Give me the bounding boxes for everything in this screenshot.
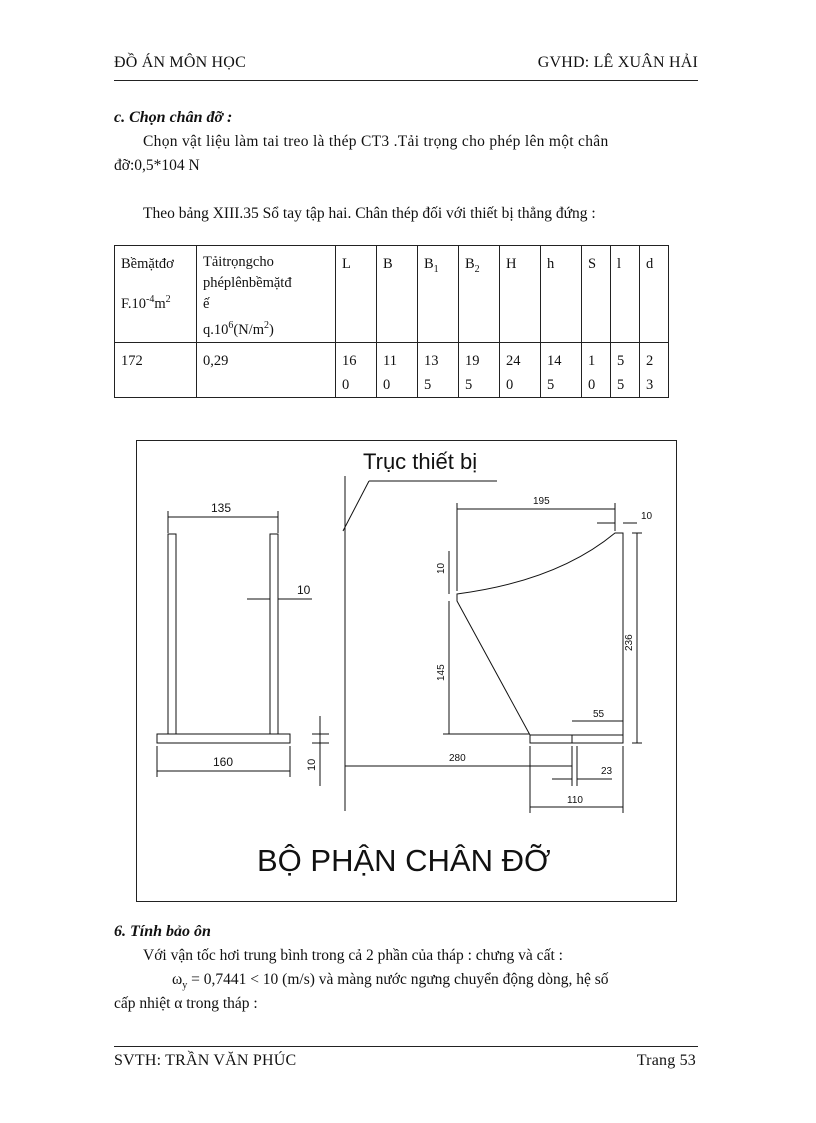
dim-label-160: 160 xyxy=(213,755,234,769)
dim-label-280: 280 xyxy=(449,753,466,764)
table-header-cell: $B_2$ xyxy=(459,246,500,343)
dim-label-10-leg: 10 xyxy=(297,583,311,597)
support-drawing xyxy=(137,441,676,901)
dim-label-145: 145 xyxy=(436,664,447,681)
table-cell: 14 5 xyxy=(541,343,582,398)
table-cell: 1 0 xyxy=(582,343,611,398)
table-header-cell: $B_1$ xyxy=(418,246,459,343)
col1-header-line2: $F.10^{-4}m^2$ xyxy=(121,294,171,312)
section-6-line2: $\omega_y = 0,7441 < 10$ (m/s) và màng nước ngưng chuyển động dòng, hệ số xyxy=(172,971,609,992)
table-cell: 16 0 xyxy=(336,343,377,398)
axis-label: Trục thiết bị xyxy=(363,449,478,474)
col2-header-line: $q.10^6(N/m^2)$ xyxy=(203,320,274,338)
section-c-line3: Theo bảng XIII.35 Sổ tay tập hai. Chân thép đối với thiết bị thẳng đứng : xyxy=(143,205,596,222)
dim-label-10-plate: 10 xyxy=(306,758,318,771)
col2-header-line: Tảitrọngcho xyxy=(203,254,274,270)
header-left: ĐỒ ÁN MÔN HỌC xyxy=(114,54,246,71)
figure-caption: BỘ PHẬN CHÂN ĐỠ xyxy=(257,843,551,878)
dim-label-10-side: 10 xyxy=(436,562,447,574)
table-cell: 5 5 xyxy=(611,343,640,398)
section-c-line1: Chọn vật liệu làm tai treo là thép CT3 .Tải trọng cho phép lên một chân xyxy=(143,133,609,150)
table-cell: 11 0 xyxy=(377,343,418,398)
header-right: GVHD: LÊ XUÂN HẢI xyxy=(537,54,698,71)
support-table xyxy=(114,245,669,398)
table-header-cell xyxy=(197,246,336,343)
header-rule xyxy=(114,80,698,81)
footer-rule xyxy=(114,1046,698,1047)
table-header-cell: H xyxy=(500,246,541,343)
table-header-cell xyxy=(115,246,197,343)
page-number: Trang 53 xyxy=(636,1052,696,1069)
table-cell: 0,29 xyxy=(197,343,336,398)
right-leg xyxy=(270,534,278,734)
footer-left: SVTH: TRẦN VĂN PHÚC xyxy=(114,1052,297,1069)
left-leg xyxy=(168,534,176,734)
table-header-cell: L xyxy=(336,246,377,343)
table-cell: 172 xyxy=(115,343,197,398)
section-c-line2: đỡ:0,5*104 N xyxy=(114,157,200,174)
section-6-line1: Với vận tốc hơi trung bình trong cả 2 phần của tháp : chưng và cất : xyxy=(143,947,563,964)
table-header-cell: d xyxy=(640,246,669,343)
table-cell: 13 5 xyxy=(418,343,459,398)
table-header-row xyxy=(115,246,669,343)
table-header-cell: S xyxy=(582,246,611,343)
base-plate xyxy=(157,734,290,743)
dim-label-135: 135 xyxy=(211,501,232,515)
dim-label-55: 55 xyxy=(593,709,605,720)
table-cell: 24 0 xyxy=(500,343,541,398)
col1-header-line1: Bềmặtđơ xyxy=(121,256,174,272)
dim-label-236: 236 xyxy=(624,634,635,651)
dim-label-23: 23 xyxy=(601,766,613,777)
dim-label-110: 110 xyxy=(567,795,583,806)
support-drawing-frame xyxy=(136,440,677,902)
table-header-cell: l xyxy=(611,246,640,343)
col2-header-line: ế xyxy=(203,296,210,312)
table-row xyxy=(115,343,669,398)
table-cell: 2 3 xyxy=(640,343,669,398)
table-header-cell: B xyxy=(377,246,418,343)
col2-header-line: phéplênbềmặtđ xyxy=(203,275,292,291)
section-c-title: c. Chọn chân đỡ : xyxy=(114,109,233,126)
table-header-cell: h xyxy=(541,246,582,343)
dim-label-195: 195 xyxy=(533,496,550,507)
axis-leader xyxy=(343,481,369,531)
dim-label-10-top: 10 xyxy=(641,511,653,522)
table-cell: 19 5 xyxy=(459,343,500,398)
section-6-line3: cấp nhiệt α trong tháp : xyxy=(114,995,258,1012)
section-6-title: 6. Tính bảo ôn xyxy=(114,923,211,940)
